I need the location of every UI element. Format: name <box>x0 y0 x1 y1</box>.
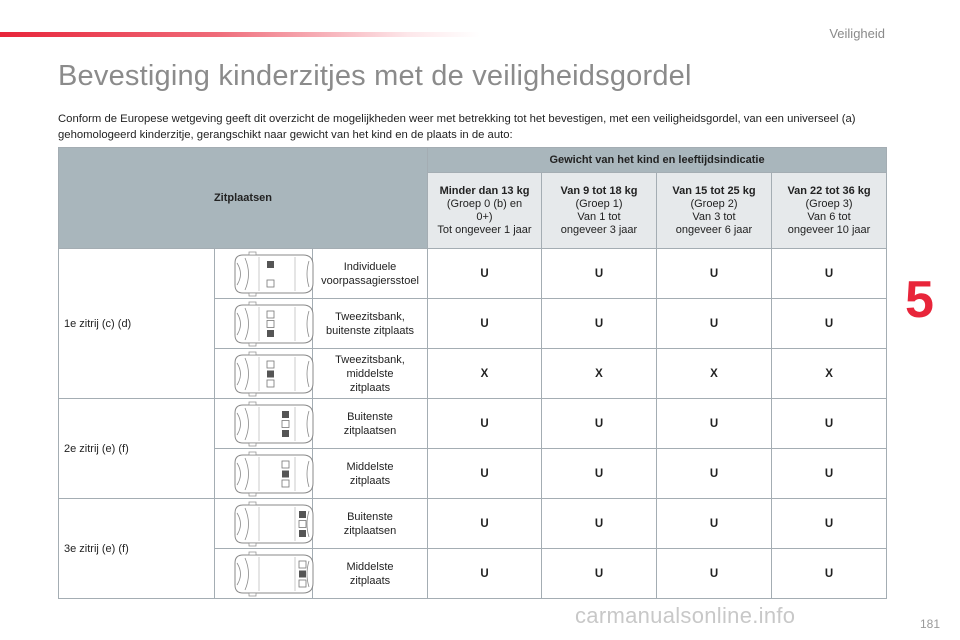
table-row <box>59 249 887 299</box>
watermark: carmanualsonline.info <box>575 603 796 628</box>
group-header-0: Minder dan 13 kg (Groep 0 (b) en 0+) Tot ongeveer 1 jaar <box>428 173 542 249</box>
page-number: 181 <box>919 617 940 631</box>
value-cell: U <box>772 249 887 299</box>
car-seat-diagram-icon <box>215 399 313 449</box>
value-cell: U <box>542 249 657 299</box>
car-seat-diagram-icon <box>215 499 313 549</box>
value-cell: U <box>772 449 887 499</box>
chapter-number: 5 <box>905 271 934 329</box>
seat-position-label: Buitenste zitplaatsen <box>313 399 428 449</box>
value-cell: U <box>542 299 657 349</box>
value-cell: X <box>542 349 657 399</box>
value-cell: U <box>657 249 772 299</box>
seat-position-label: Tweezitsbank, middelste zitplaats <box>313 349 428 399</box>
seats-column-header: Zitplaatsen <box>59 148 428 249</box>
value-cell: U <box>542 499 657 549</box>
seat-position-label: Individuele voorpassagiersstoel <box>313 249 428 299</box>
value-cell: U <box>772 299 887 349</box>
intro-paragraph: Conform de Europese wetgeving geeft dit overzicht de mogelijkheden weer met betrekking tot het bevestigen, met een veiligheidsgordel, van een universeel (a) gehomologeerd kinderzitje, gerangschikt naar gewicht van het kind en de plaats in de auto: <box>58 113 856 141</box>
car-seat-diagram-icon <box>215 249 313 299</box>
car-seat-diagram-icon <box>215 549 313 599</box>
seat-position-label: Tweezitsbank, buitenste zitplaats <box>313 299 428 349</box>
car-seat-diagram-icon <box>215 349 313 399</box>
row-label: 1e zitrij (c) (d) <box>59 249 215 399</box>
row-label: 2e zitrij (e) (f) <box>59 399 215 499</box>
value-cell: U <box>542 449 657 499</box>
value-cell: U <box>772 549 887 599</box>
value-cell: U <box>657 449 772 499</box>
value-cell: X <box>657 349 772 399</box>
seat-position-label: Buitenste zitplaatsen <box>313 499 428 549</box>
value-cell: U <box>542 399 657 449</box>
value-cell: U <box>657 499 772 549</box>
seat-position-label: Middelste zitplaats <box>313 549 428 599</box>
group-header-1: Van 9 tot 18 kg (Groep 1) Van 1 tot ongeveer 3 jaar <box>542 173 657 249</box>
value-cell: U <box>657 299 772 349</box>
child-seat-table <box>58 147 887 599</box>
value-cell: U <box>428 299 542 349</box>
group-header-3: Van 22 tot 36 kg (Groep 3) Van 6 tot ongeveer 10 jaar <box>772 173 887 249</box>
value-cell: X <box>772 349 887 399</box>
value-cell: U <box>428 399 542 449</box>
section-label: Veiligheid <box>829 26 885 41</box>
value-cell: U <box>542 549 657 599</box>
value-cell: X <box>428 349 542 399</box>
table-header-row <box>59 148 887 173</box>
value-cell: U <box>657 549 772 599</box>
value-cell: U <box>428 449 542 499</box>
weight-column-header: Gewicht van het kind en leeftijdsindicatie <box>428 148 887 173</box>
value-cell: U <box>657 399 772 449</box>
value-cell: U <box>772 499 887 549</box>
header-accent-bar <box>0 32 480 37</box>
seat-position-label: Middelste zitplaats <box>313 449 428 499</box>
value-cell: U <box>772 399 887 449</box>
row-label: 3e zitrij (e) (f) <box>59 499 215 599</box>
page-title: Bevestiging kinderzitjes met de veiligheidsgordel <box>58 60 692 92</box>
table-row <box>59 499 887 549</box>
table-row <box>59 399 887 449</box>
value-cell: U <box>428 499 542 549</box>
car-seat-diagram-icon <box>215 449 313 499</box>
value-cell: U <box>428 249 542 299</box>
car-seat-diagram-icon <box>215 299 313 349</box>
group-header-2: Van 15 tot 25 kg (Groep 2) Van 3 tot ongeveer 6 jaar <box>657 173 772 249</box>
value-cell: U <box>428 549 542 599</box>
